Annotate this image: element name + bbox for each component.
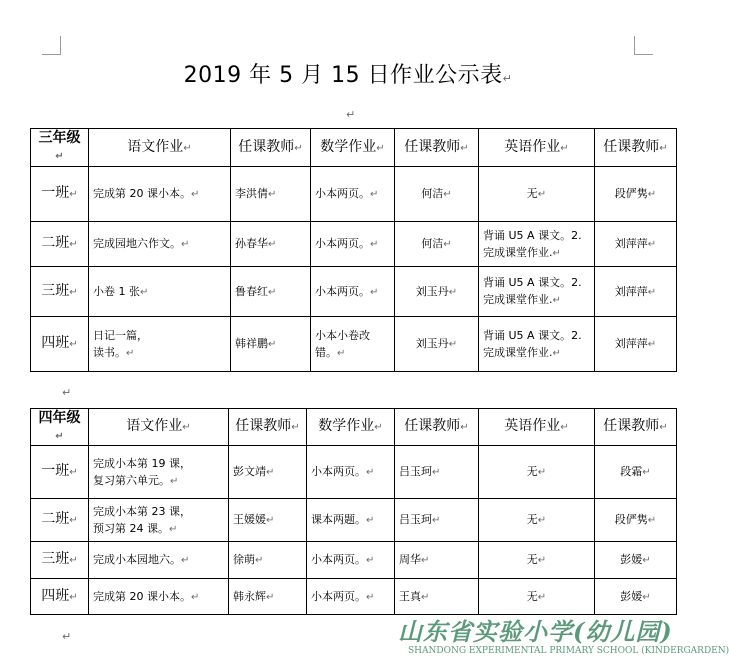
math-teacher-cell (395, 446, 479, 499)
english-homework-cell (479, 499, 595, 542)
cell-text-line: 刘萍萍 (614, 284, 648, 298)
cell-end-mark-icon: ↵ (69, 467, 78, 478)
cell-end-mark-icon: ↵ (370, 239, 379, 250)
table-row (31, 579, 677, 615)
school-logo-watermark (398, 612, 729, 662)
cell-end-mark-icon: ↵ (268, 239, 277, 250)
cell-end-mark-icon: ↵ (432, 515, 441, 526)
cell-end-mark-icon: ↵ (552, 347, 561, 359)
table-header-row (31, 129, 677, 167)
class-name-cell (31, 317, 89, 372)
grade-label (31, 409, 89, 446)
math-homework-cell (311, 267, 395, 317)
grade4-homework-table (30, 408, 677, 615)
cell-text-line: 完成园地六作文。 (93, 237, 181, 250)
header-teacher (395, 409, 479, 446)
english-teacher-cell (595, 222, 677, 267)
math-homework-cell (311, 222, 395, 267)
cell-text-line: 韩永辉 (233, 589, 266, 603)
math-homework-cell (311, 317, 395, 372)
header-teacher-text: 任课教师 (238, 138, 295, 155)
class-name: 三班 (41, 282, 70, 299)
cell-end-mark-icon: ↵ (460, 142, 469, 154)
cell-end-mark-icon: ↵ (69, 286, 78, 298)
class-name-cell (31, 542, 89, 579)
cell-end-mark-icon: ↵ (294, 142, 303, 154)
cell-end-mark-icon: ↵ (366, 467, 375, 478)
english-homework-cell (479, 446, 595, 499)
cell-text-line: 小本两页。 (311, 553, 366, 566)
cell-text-line: 完成小本第 23 课， (93, 504, 191, 518)
english-teacher-cell (595, 267, 677, 317)
cell-end-mark-icon: ↵ (55, 151, 64, 162)
grade3-homework-table (30, 128, 677, 372)
cell-end-mark-icon: ↵ (169, 523, 178, 535)
cell-text-line: 鲁春红 (235, 284, 268, 298)
cell-text-line: 完成第 20 课小本。 (93, 187, 191, 200)
cell-end-mark-icon: ↵ (370, 189, 379, 200)
cell-text-line: 孙春华 (235, 237, 268, 250)
cell-text-line: 背诵 U5 A 课文。2. (483, 276, 582, 289)
cell-end-mark-icon: ↵ (191, 591, 200, 603)
cell-end-mark-icon: ↵ (647, 189, 657, 200)
cell-end-mark-icon: ↵ (191, 189, 200, 200)
english-teacher-cell (595, 446, 677, 499)
cell-end-mark-icon: ↵ (552, 247, 561, 259)
header-math (311, 129, 395, 167)
chinese-homework-cell (89, 542, 229, 579)
header-english (479, 409, 595, 446)
chinese-teacher-cell (231, 167, 311, 222)
english-homework-cell (479, 222, 595, 267)
cell-text-line: 无 (526, 187, 538, 200)
cell-end-mark-icon: ↵ (443, 239, 452, 250)
cell-text-line: 无 (526, 589, 538, 603)
cell-end-mark-icon: ↵ (255, 555, 264, 566)
cell-text-line: 韩祥鹏 (235, 337, 268, 350)
cell-end-mark-icon: ↵ (370, 286, 379, 298)
cell-end-mark-icon: ↵ (69, 339, 78, 350)
english-teacher-cell (595, 499, 677, 542)
chinese-teacher-cell (231, 267, 311, 317)
math-teacher-cell (395, 542, 479, 579)
chinese-homework-cell (89, 499, 229, 542)
cell-end-mark-icon: ↵ (659, 142, 668, 154)
header-math (307, 409, 395, 446)
cell-end-mark-icon: ↵ (642, 467, 651, 478)
cell-end-mark-icon: ↵ (69, 239, 78, 250)
class-name: 二班 (41, 235, 70, 251)
cell-text-line: 何洁 (421, 187, 444, 200)
class-name-cell (31, 267, 89, 317)
cell-end-mark-icon: ↵ (337, 347, 346, 359)
cell-end-mark-icon: ↵ (432, 467, 441, 478)
cell-end-mark-icon: ↵ (537, 555, 547, 566)
cell-text-line: 吕玉珂 (399, 465, 432, 478)
chinese-teacher-cell (231, 222, 311, 267)
cell-text-line: 小卷 1 张 (93, 284, 140, 298)
cell-end-mark-icon: ↵ (537, 515, 547, 526)
cell-text-line: 复习第六单元。 (93, 473, 170, 487)
math-teacher-cell (395, 579, 479, 615)
cell-end-mark-icon: ↵ (374, 422, 383, 433)
header-teacher-text: 任课教师 (404, 418, 461, 434)
cell-end-mark-icon: ↵ (69, 189, 78, 200)
header-teacher (231, 129, 311, 167)
table-row (31, 167, 677, 222)
chinese-homework-cell (89, 167, 231, 222)
cell-end-mark-icon: ↵ (268, 286, 277, 298)
cell-end-mark-icon: ↵ (366, 591, 375, 603)
header-teacher-text: 任课教师 (235, 418, 292, 434)
cell-end-mark-icon: ↵ (366, 515, 375, 526)
cell-text-line: 完成小本第 19 课， (93, 456, 191, 470)
grade-label (31, 129, 89, 167)
chinese-homework-cell (89, 267, 231, 317)
cell-text-line: 无 (526, 465, 538, 478)
cell-end-mark-icon: ↵ (266, 515, 275, 526)
cell-text-line: 小本两页。 (315, 237, 370, 250)
chinese-teacher-cell (229, 579, 307, 615)
cell-end-mark-icon: ↵ (181, 555, 190, 566)
cell-text-line: 错。 (315, 345, 337, 359)
math-teacher-cell (395, 222, 479, 267)
cell-end-mark-icon: ↵ (537, 467, 547, 478)
english-homework-cell (479, 267, 595, 317)
cell-text-line: 无 (526, 553, 538, 566)
chinese-teacher-cell (229, 542, 307, 579)
english-teacher-cell (595, 317, 677, 372)
cell-text-line: 彭文靖 (233, 465, 266, 478)
english-homework-cell (479, 579, 595, 615)
cell-end-mark-icon: ↵ (421, 555, 430, 566)
cell-end-mark-icon: ↵ (291, 422, 300, 433)
paragraph-mark-icon: ↵ (346, 108, 356, 121)
table-header-row (31, 409, 677, 446)
cell-text-line: 段俨隽 (614, 187, 648, 200)
cell-text-line: 何洁 (421, 237, 444, 250)
cell-text-line: 段俨隽 (614, 513, 648, 526)
cell-end-mark-icon: ↵ (170, 475, 179, 487)
cell-end-mark-icon: ↵ (642, 591, 651, 603)
paragraph-mark-icon: ↵ (62, 386, 72, 399)
header-math-text: 数学作业 (318, 418, 375, 434)
class-name: 一班 (41, 463, 70, 479)
cell-end-mark-icon: ↵ (647, 239, 657, 250)
cell-end-mark-icon: ↵ (366, 555, 375, 566)
header-teacher-text: 任课教师 (603, 138, 660, 155)
class-name: 二班 (41, 511, 70, 527)
cell-end-mark-icon: ↵ (448, 339, 458, 350)
document-title (0, 58, 696, 89)
header-chinese-text: 语文作业 (127, 138, 184, 155)
title-text: 2019 年 5 月 15 日作业公示表 (183, 63, 503, 88)
table-row (31, 446, 677, 499)
cell-end-mark-icon: ↵ (552, 295, 561, 306)
english-teacher-cell (595, 167, 677, 222)
cell-text-line: 李洪倩 (235, 187, 268, 200)
class-name-cell (31, 499, 89, 542)
cell-text-line: 周华 (399, 553, 421, 566)
cell-text-line: 完成课堂作业. (483, 293, 553, 306)
cell-end-mark-icon: ↵ (69, 515, 78, 526)
cell-text-line: 王媛媛 (233, 513, 266, 526)
cell-end-mark-icon: ↵ (647, 286, 657, 298)
english-homework-cell (479, 317, 595, 372)
chinese-homework-cell (89, 446, 229, 499)
cell-end-mark-icon: ↵ (69, 591, 78, 603)
math-homework-cell (307, 542, 395, 579)
cell-end-mark-icon: ↵ (140, 286, 149, 298)
math-homework-cell (307, 446, 395, 499)
header-teacher (229, 409, 307, 446)
english-teacher-cell (595, 542, 677, 579)
cell-text-line: 课本两题。 (311, 513, 366, 526)
cell-text-line: 刘萍萍 (614, 237, 648, 250)
math-teacher-cell (395, 167, 479, 222)
header-chinese (89, 409, 229, 446)
cell-text-line: 完成小本园地六。 (93, 553, 181, 566)
cell-end-mark-icon: ↵ (460, 422, 469, 433)
cell-text-line: 吕玉珂 (399, 513, 432, 526)
class-name-cell (31, 579, 89, 615)
chinese-homework-cell (89, 579, 229, 615)
table-row (31, 542, 677, 579)
header-teacher-text: 任课教师 (603, 418, 660, 434)
english-homework-cell (479, 167, 595, 222)
chinese-teacher-cell (231, 317, 311, 372)
cell-end-mark-icon: ↵ (448, 286, 458, 298)
cell-end-mark-icon: ↵ (659, 422, 668, 433)
cell-end-mark-icon: ↵ (560, 422, 569, 433)
header-chinese (89, 129, 231, 167)
cell-text-line: 完成第 20 课小本。 (93, 589, 191, 603)
cell-text-line: 完成课堂作业. (483, 345, 553, 359)
cell-end-mark-icon: ↵ (268, 189, 277, 200)
class-name: 一班 (41, 185, 70, 201)
header-teacher (595, 409, 677, 446)
cell-text-line: 日记一篇， (93, 328, 148, 342)
cell-end-mark-icon: ↵ (647, 515, 657, 526)
cell-end-mark-icon: ↵ (126, 347, 135, 359)
chinese-teacher-cell (229, 446, 307, 499)
math-homework-cell (307, 579, 395, 615)
cell-text-line: 小本两页。 (311, 589, 366, 603)
cell-end-mark-icon: ↵ (55, 430, 64, 442)
header-english (479, 129, 595, 167)
table-row (31, 222, 677, 267)
header-teacher-text: 任课教师 (404, 138, 461, 155)
class-name-cell (31, 446, 89, 499)
english-teacher-cell (595, 579, 677, 615)
cell-end-mark-icon: ↵ (182, 422, 191, 433)
grade-label-text: 四年级 (38, 409, 81, 426)
class-name: 四班 (41, 335, 70, 351)
paragraph-mark-icon: ↵ (62, 630, 72, 643)
cell-text-line: 徐萌 (233, 553, 255, 566)
chinese-homework-cell (89, 317, 231, 372)
cell-text-line: 无 (526, 513, 538, 526)
chinese-homework-cell (89, 222, 231, 267)
cell-end-mark-icon: ↵ (376, 142, 385, 154)
cell-text-line: 刘萍萍 (614, 337, 648, 350)
cell-text-line: 刘玉丹 (415, 337, 449, 350)
cell-end-mark-icon: ↵ (268, 339, 277, 350)
cell-end-mark-icon: ↵ (443, 189, 452, 200)
paragraph-mark-icon: ↵ (502, 72, 513, 85)
header-math-text: 数学作业 (320, 138, 377, 155)
cell-text-line: 彭媛 (620, 589, 643, 603)
grade-label-text: 三年级 (38, 130, 81, 146)
cell-end-mark-icon: ↵ (537, 591, 547, 603)
cell-text-line: 小本两页。 (315, 187, 370, 200)
cell-text-line: 小本两页。 (311, 465, 366, 478)
header-english-text: 英语作业 (504, 418, 561, 434)
cell-text-line: 王真 (399, 589, 421, 603)
logo-english-text: SHANDONG EXPERIMENTAL PRIMARY SCHOOL (KINDERGARDEN) (408, 646, 729, 656)
logo-chinese-text: 山东省实验小学(幼儿园) (398, 617, 673, 646)
cell-text-line: 背诵 U5 A 课文。2. (483, 328, 582, 342)
cell-text-line: 刘玉丹 (415, 284, 449, 298)
cell-end-mark-icon: ↵ (647, 339, 657, 350)
cell-end-mark-icon: ↵ (181, 239, 190, 250)
cell-end-mark-icon: ↵ (183, 142, 192, 154)
math-homework-cell (307, 499, 395, 542)
math-teacher-cell (395, 267, 479, 317)
math-homework-cell (311, 167, 395, 222)
math-teacher-cell (395, 499, 479, 542)
page-corner-mark-top-left (42, 36, 61, 55)
cell-end-mark-icon: ↵ (266, 467, 275, 478)
header-english-text: 英语作业 (504, 138, 561, 155)
math-teacher-cell (395, 317, 479, 372)
cell-end-mark-icon: ↵ (69, 555, 78, 566)
class-name-cell (31, 222, 89, 267)
cell-end-mark-icon: ↵ (537, 189, 547, 200)
cell-text-line: 小本两页。 (315, 284, 370, 298)
cell-text-line: 彭媛 (620, 553, 643, 566)
cell-end-mark-icon: ↵ (642, 555, 651, 566)
chinese-teacher-cell (229, 499, 307, 542)
cell-text-line: 段霜 (620, 465, 643, 478)
cell-text-line: 完成课堂作业. (483, 245, 553, 259)
cell-text-line: 预习第 24 课。 (93, 521, 169, 535)
cell-text-line: 背诵 U5 A 课文。2. (483, 228, 582, 242)
cell-text-line: 读书。 (93, 345, 126, 359)
table-row (31, 317, 677, 372)
cell-end-mark-icon: ↵ (266, 591, 275, 603)
class-name: 三班 (41, 551, 70, 567)
header-teacher (595, 129, 677, 167)
page-corner-mark-top-right (634, 36, 653, 55)
english-homework-cell (479, 542, 595, 579)
cell-end-mark-icon: ↵ (560, 142, 569, 154)
cell-text-line: 小本小卷改 (315, 328, 370, 342)
table-row (31, 499, 677, 542)
table-row (31, 267, 677, 317)
class-name: 四班 (41, 587, 70, 604)
header-chinese-text: 语文作业 (126, 418, 183, 434)
header-teacher (395, 129, 479, 167)
cell-end-mark-icon: ↵ (421, 591, 430, 603)
class-name-cell (31, 167, 89, 222)
